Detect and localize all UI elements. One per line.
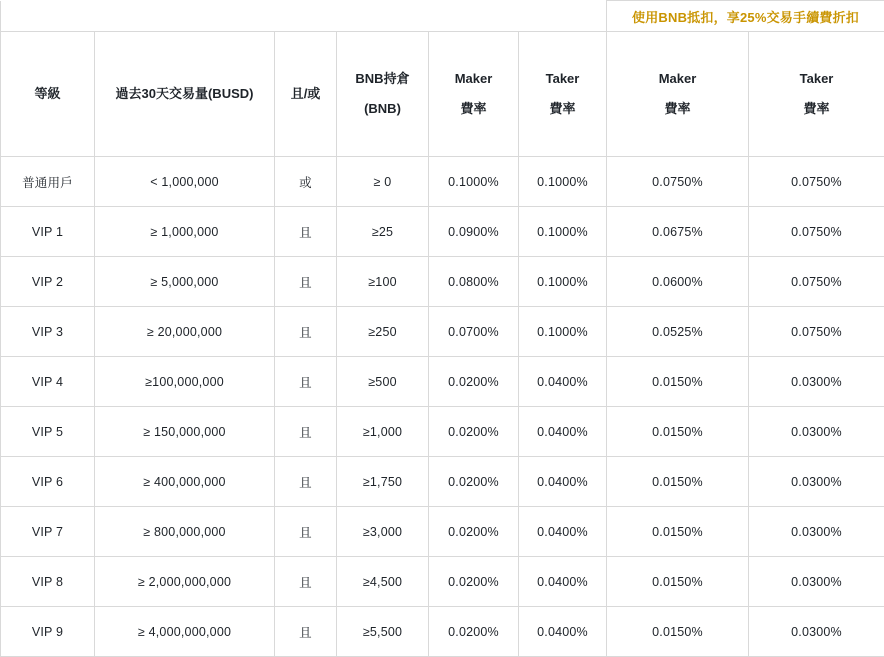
cell-and-or: 且 xyxy=(275,607,337,657)
cell-maker-fee: 0.0200% xyxy=(429,507,519,557)
header-taker-fee-line1: Taker xyxy=(523,64,602,94)
cell-and-or: 且 xyxy=(275,407,337,457)
table-row xyxy=(1,607,884,657)
cell-volume: ≥ 150,000,000 xyxy=(95,407,275,457)
cell-bnb-maker-fee: 0.0600% xyxy=(607,257,749,307)
header-taker-fee-line2: 費率 xyxy=(523,94,602,124)
cell-bnb-holding: ≥1,750 xyxy=(337,457,429,507)
cell-volume: ≥100,000,000 xyxy=(95,357,275,407)
header-and-or: 且/或 xyxy=(275,32,337,157)
header-bnb-maker-fee-line1: Maker xyxy=(611,64,744,94)
cell-level: VIP 8 xyxy=(1,557,95,607)
header-bnb-maker-fee xyxy=(607,32,749,157)
cell-level: VIP 7 xyxy=(1,507,95,557)
header-maker-fee xyxy=(429,32,519,157)
header-level: 等級 xyxy=(1,32,95,157)
cell-and-or: 且 xyxy=(275,457,337,507)
cell-taker-fee: 0.1000% xyxy=(519,257,607,307)
cell-maker-fee: 0.0200% xyxy=(429,407,519,457)
cell-bnb-holding: ≥ 0 xyxy=(337,157,429,207)
table-row xyxy=(1,407,884,457)
cell-bnb-taker-fee: 0.0300% xyxy=(749,357,884,407)
header-bnb-taker-fee-line1: Taker xyxy=(753,64,880,94)
cell-bnb-holding: ≥4,500 xyxy=(337,557,429,607)
cell-and-or: 且 xyxy=(275,557,337,607)
cell-maker-fee: 0.0900% xyxy=(429,207,519,257)
cell-taker-fee: 0.0400% xyxy=(519,507,607,557)
cell-level: 普通用戶 xyxy=(1,157,95,207)
cell-maker-fee: 0.0200% xyxy=(429,457,519,507)
header-bnb-holding xyxy=(337,32,429,157)
header-bnb-taker-fee-line2: 費率 xyxy=(753,94,880,124)
cell-bnb-maker-fee: 0.0675% xyxy=(607,207,749,257)
header-bnb-maker-fee-line2: 費率 xyxy=(611,94,744,124)
cell-bnb-holding: ≥500 xyxy=(337,357,429,407)
table-row xyxy=(1,507,884,557)
cell-bnb-holding: ≥100 xyxy=(337,257,429,307)
cell-volume: < 1,000,000 xyxy=(95,157,275,207)
cell-volume: ≥ 800,000,000 xyxy=(95,507,275,557)
cell-bnb-maker-fee: 0.0150% xyxy=(607,357,749,407)
cell-maker-fee: 0.0200% xyxy=(429,607,519,657)
cell-volume: ≥ 2,000,000,000 xyxy=(95,557,275,607)
cell-and-or: 或 xyxy=(275,157,337,207)
header-bnb-holding-line2: (BNB) xyxy=(341,94,424,124)
cell-bnb-taker-fee: 0.0300% xyxy=(749,607,884,657)
cell-taker-fee: 0.0400% xyxy=(519,607,607,657)
cell-bnb-taker-fee: 0.0750% xyxy=(749,157,884,207)
cell-taker-fee: 0.1000% xyxy=(519,207,607,257)
header-maker-fee-line2: 費率 xyxy=(433,94,514,124)
cell-bnb-taker-fee: 0.0750% xyxy=(749,207,884,257)
cell-volume: ≥ 4,000,000,000 xyxy=(95,607,275,657)
cell-taker-fee: 0.0400% xyxy=(519,357,607,407)
cell-taker-fee: 0.1000% xyxy=(519,157,607,207)
table-row xyxy=(1,357,884,407)
cell-and-or: 且 xyxy=(275,307,337,357)
cell-level: VIP 4 xyxy=(1,357,95,407)
table-row xyxy=(1,557,884,607)
cell-and-or: 且 xyxy=(275,257,337,307)
cell-bnb-holding: ≥25 xyxy=(337,207,429,257)
promo-blank-cell xyxy=(1,1,607,32)
cell-maker-fee: 0.0800% xyxy=(429,257,519,307)
header-bnb-holding-line1: BNB持倉 xyxy=(341,64,424,94)
cell-bnb-holding: ≥1,000 xyxy=(337,407,429,457)
cell-bnb-taker-fee: 0.0300% xyxy=(749,507,884,557)
cell-bnb-holding: ≥3,000 xyxy=(337,507,429,557)
cell-taker-fee: 0.0400% xyxy=(519,557,607,607)
cell-taker-fee: 0.1000% xyxy=(519,307,607,357)
cell-and-or: 且 xyxy=(275,207,337,257)
cell-bnb-maker-fee: 0.0150% xyxy=(607,607,749,657)
cell-level: VIP 3 xyxy=(1,307,95,357)
cell-bnb-taker-fee: 0.0300% xyxy=(749,407,884,457)
cell-volume: ≥ 5,000,000 xyxy=(95,257,275,307)
cell-maker-fee: 0.0200% xyxy=(429,557,519,607)
cell-volume: ≥ 1,000,000 xyxy=(95,207,275,257)
promo-cell xyxy=(607,1,884,32)
table-row xyxy=(1,157,884,207)
cell-taker-fee: 0.0400% xyxy=(519,407,607,457)
cell-volume: ≥ 20,000,000 xyxy=(95,307,275,357)
cell-maker-fee: 0.1000% xyxy=(429,157,519,207)
table-row xyxy=(1,457,884,507)
cell-level: VIP 6 xyxy=(1,457,95,507)
cell-bnb-taker-fee: 0.0300% xyxy=(749,457,884,507)
cell-level: VIP 9 xyxy=(1,607,95,657)
header-volume: 過去30天交易量(BUSD) xyxy=(95,32,275,157)
header-bnb-taker-fee xyxy=(749,32,884,157)
cell-level: VIP 2 xyxy=(1,257,95,307)
cell-level: VIP 5 xyxy=(1,407,95,457)
cell-and-or: 且 xyxy=(275,507,337,557)
table-row xyxy=(1,307,884,357)
cell-maker-fee: 0.0700% xyxy=(429,307,519,357)
table-row xyxy=(1,207,884,257)
cell-and-or: 且 xyxy=(275,357,337,407)
cell-bnb-maker-fee: 0.0150% xyxy=(607,407,749,457)
cell-bnb-maker-fee: 0.0150% xyxy=(607,457,749,507)
cell-bnb-maker-fee: 0.0150% xyxy=(607,507,749,557)
cell-bnb-taker-fee: 0.0300% xyxy=(749,557,884,607)
cell-level: VIP 1 xyxy=(1,207,95,257)
header-taker-fee xyxy=(519,32,607,157)
cell-bnb-maker-fee: 0.0750% xyxy=(607,157,749,207)
promo-banner-row xyxy=(1,1,884,32)
cell-volume: ≥ 400,000,000 xyxy=(95,457,275,507)
table-header-row xyxy=(1,32,884,157)
cell-taker-fee: 0.0400% xyxy=(519,457,607,507)
cell-maker-fee: 0.0200% xyxy=(429,357,519,407)
cell-bnb-maker-fee: 0.0150% xyxy=(607,557,749,607)
header-maker-fee-line1: Maker xyxy=(433,64,514,94)
cell-bnb-maker-fee: 0.0525% xyxy=(607,307,749,357)
cell-bnb-holding: ≥250 xyxy=(337,307,429,357)
cell-bnb-taker-fee: 0.0750% xyxy=(749,307,884,357)
cell-bnb-taker-fee: 0.0750% xyxy=(749,257,884,307)
cell-bnb-holding: ≥5,500 xyxy=(337,607,429,657)
promo-text: 使用BNB抵扣，享25%交易手續費折扣 xyxy=(632,10,859,25)
table-row xyxy=(1,257,884,307)
